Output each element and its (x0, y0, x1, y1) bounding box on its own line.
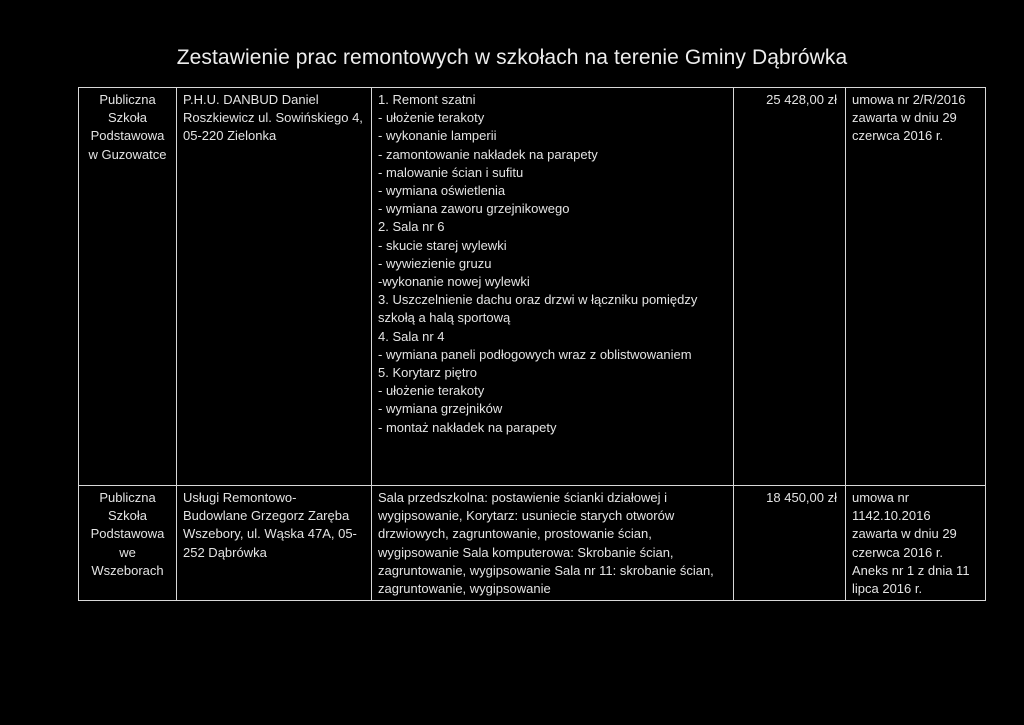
contract-line: 1142.10.2016 (852, 508, 931, 524)
school-cell (79, 88, 177, 486)
contractor-line: Wszebory, ul. Wąska 47A, 05- (183, 526, 357, 542)
school-line: Szkoła (107, 110, 148, 126)
contractor-cell (177, 88, 372, 486)
contractor-line: Usługi Remontowo- (183, 490, 297, 505)
works-cell (372, 88, 734, 486)
school-line: Szkoła (107, 508, 148, 524)
works-line: - malowanie ścian i sufitu (378, 164, 524, 180)
works-line: drzwiowych, zagruntowanie, prostowanie ścian, (378, 526, 652, 542)
works-line: zagruntowanie, wygipsowanie Sala nr 11: skrobanie ścian, (378, 562, 714, 578)
works-line: 2. Sala nr 6 (378, 219, 445, 235)
works-line: - wymiana zaworu grzejnikowego (378, 201, 570, 217)
contractor-line: Budowlane Grzegorz Zaręba (183, 508, 350, 524)
contractor-line: P.H.U. DANBUD Daniel (183, 92, 319, 107)
works-line: - ułożenie terakoty (378, 383, 485, 399)
contractor-cell (177, 486, 372, 601)
contract-line: lipca 2016 r. (852, 581, 923, 597)
works-line: - wymiana oświetlenia (378, 183, 506, 199)
contract-line: Aneks nr 1 z dnia 11 (852, 562, 970, 578)
works-line: 5. Korytarz piętro (378, 365, 477, 381)
contract-line: umowa nr 2/R/2016 (852, 92, 966, 107)
school-line: we (119, 544, 136, 560)
contract-cell (846, 486, 986, 601)
works-line: - wymiana grzejników (378, 401, 503, 417)
amount-cell (734, 486, 846, 601)
works-line: szkołą a halą sportową (378, 310, 511, 326)
contract-line: czerwca 2016 r. (852, 544, 944, 560)
works-line: - ułożenie terakoty (378, 110, 485, 126)
table-row (79, 88, 986, 486)
amount-value: 18 450,00 zł (766, 490, 837, 505)
school-line: Podstawowa (90, 128, 165, 144)
works-line: -wykonanie nowej wylewki (378, 274, 530, 290)
works-cell (372, 486, 734, 601)
contract-cell (846, 88, 986, 486)
school-line: Publiczna (99, 92, 156, 107)
contract-line: czerwca 2016 r. (852, 128, 944, 144)
contract-line: zawarta w dniu 29 (852, 526, 957, 542)
works-line: wygipsowanie Sala komputerowa: Skrobanie ścian, (378, 544, 674, 560)
school-line: w Guzowatce (88, 146, 167, 162)
school-cell (79, 486, 177, 601)
works-table (78, 87, 986, 601)
works-line: 4. Sala nr 4 (378, 328, 445, 344)
works-line: - montaż nakładek na parapety (378, 419, 557, 435)
works-line: - wymiana paneli podłogowych wraz z oblistwowaniem (378, 346, 692, 362)
works-line: - wykonanie lamperii (378, 128, 497, 144)
school-line: Publiczna (99, 490, 156, 505)
works-line: - skucie starej wylewki (378, 237, 507, 253)
amount-value: 25 428,00 zł (766, 92, 837, 107)
works-line: zagruntowanie, wygipsowanie (378, 581, 551, 597)
contractor-line: 05-220 Zielonka (183, 128, 277, 144)
works-line: - wywiezienie gruzu (378, 255, 492, 271)
works-line: Sala przedszkolna: postawienie ścianki działowej i (378, 490, 668, 505)
contractor-line: 252 Dąbrówka (183, 544, 267, 560)
school-line: Podstawowa (90, 526, 165, 542)
works-line: wygipsowanie, Korytarz: usuniecie starych otworów (378, 508, 675, 524)
works-line: - zamontowanie nakładek na parapety (378, 146, 598, 162)
table-row (79, 486, 986, 601)
amount-cell (734, 88, 846, 486)
contract-line: zawarta w dniu 29 (852, 110, 957, 126)
contractor-line: Roszkiewicz ul. Sowińskiego 4, (183, 110, 363, 126)
works-line: 3. Uszczelnienie dachu oraz drzwi w łączniku pomiędzy (378, 292, 698, 308)
works-line: 1. Remont szatni (378, 92, 476, 107)
contract-line: umowa nr (852, 490, 910, 505)
school-line: Wszeborach (91, 562, 164, 578)
page-title: Zestawienie prac remontowych w szkołach na terenie Gminy Dąbrówka (176, 46, 848, 69)
